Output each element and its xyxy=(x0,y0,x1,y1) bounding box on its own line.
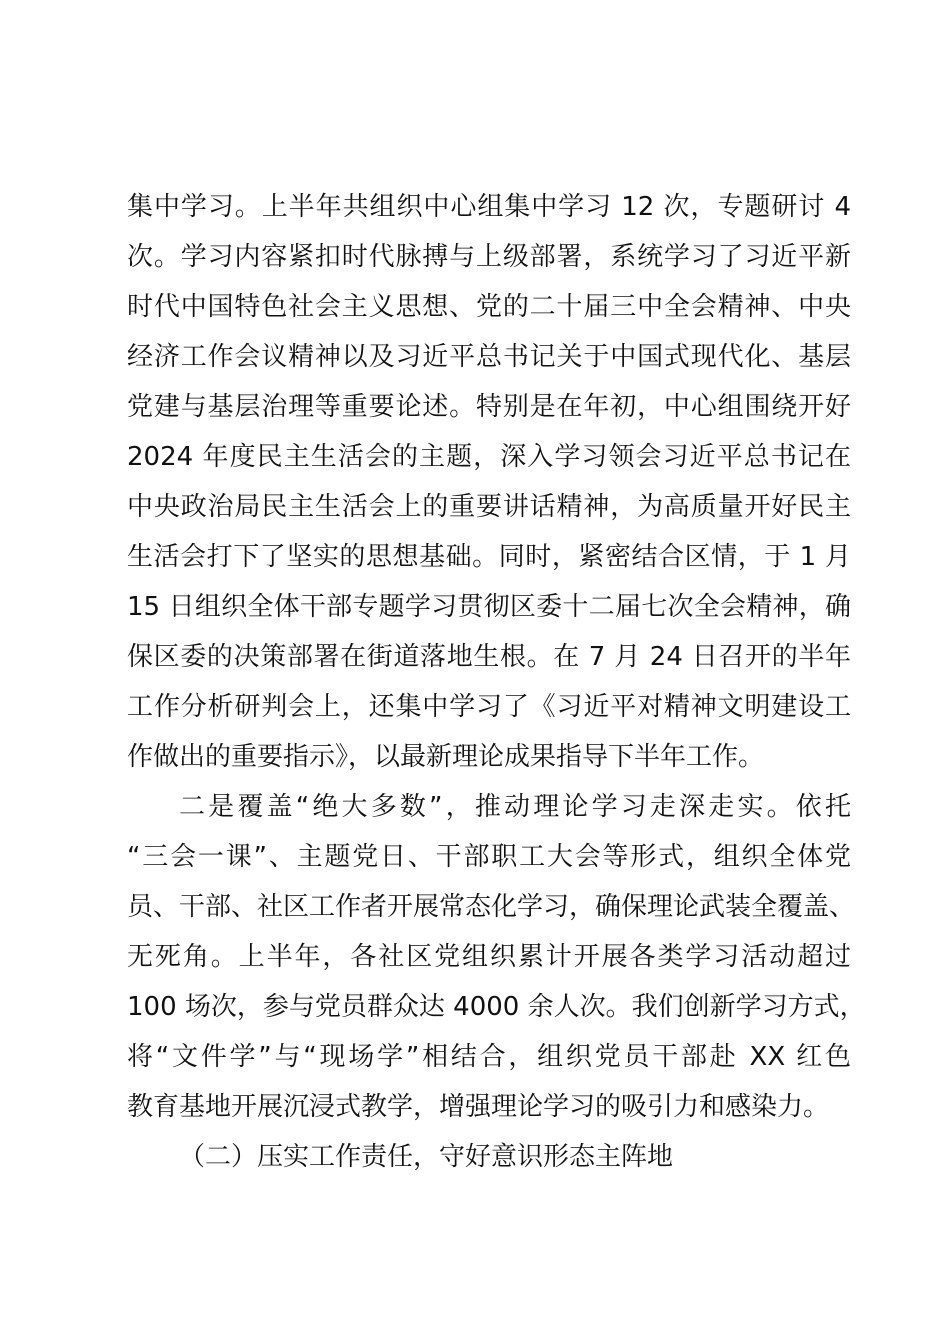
paragraph-1-line-7: 中央政治局民主生活会上的重要讲话精神，为高质量开好民主 xyxy=(127,492,851,522)
paragraph-1-line-9: 15 日组织全体干部专题学习贯彻区委十二届七次全会精神，确 xyxy=(127,592,851,622)
paragraph-1-line-3: 时代中国特色社会主义思想、党的二十届三中全会精神、中央 xyxy=(127,292,851,322)
paragraph-1-line-11: 工作分析研判会上，还集中学习了《习近平对精神文明建设工 xyxy=(127,692,851,722)
paragraph-1-line-10: 保区委的决策部署在街道落地生根。在 7 月 24 日召开的半年 xyxy=(127,642,851,672)
section-heading: （二）压实工作责任，守好意识形态主阵地 xyxy=(179,1142,674,1172)
paragraph-2-line-5: 100 场次，参与党员群众达 4000 余人次。我们创新学习方式， xyxy=(127,992,866,1022)
paragraph-2-line-4: 无死角。上半年，各社区党组织累计开展各类学习活动超过 xyxy=(127,942,851,972)
paragraph-1-line-1: 集中学习。上半年共组织中心组集中学习 12 次，专题研讨 4 xyxy=(127,192,851,222)
paragraph-1-line-2: 次。学习内容紧扣时代脉搏与上级部署，系统学习了习近平新 xyxy=(127,242,851,272)
document-body xyxy=(127,182,866,1182)
paragraph-2-line-3: 员、干部、社区工作者开展常态化学习，确保理论武装全覆盖、 xyxy=(127,892,856,922)
paragraph-2-line-2: “三会一课”、主题党日、干部职工大会等形式，组织全体党 xyxy=(127,842,851,872)
paragraph-1-line-8: 生活会打下了坚实的思想基础。同时，紧密结合区情，于 1 月 xyxy=(127,542,851,572)
paragraph-2-line-7: 教育基地开展沉浸式教学，增强理论学习的吸引力和感染力。 xyxy=(127,1092,830,1122)
paragraph-1-line-4: 经济工作会议精神以及习近平总书记关于中国式现代化、基层 xyxy=(127,342,851,372)
paragraph-2-line-6: 将“文件学”与“现场学”相结合，组织党员干部赴 XX 红色 xyxy=(127,1042,851,1072)
paragraph-1-line-6: 2024 年度民主生活会的主题，深入学习领会习近平总书记在 xyxy=(127,442,851,472)
paragraph-1-line-5: 党建与基层治理等重要论述。特别是在年初，中心组围绕开好 xyxy=(127,392,851,422)
paragraph-1-line-12: 作做出的重要指示》，以最新理论成果指导下半年工作。 xyxy=(127,742,765,772)
paragraph-2-line-1: 二是覆盖“绝大多数”，推动理论学习走深走实。依托 xyxy=(179,792,851,822)
